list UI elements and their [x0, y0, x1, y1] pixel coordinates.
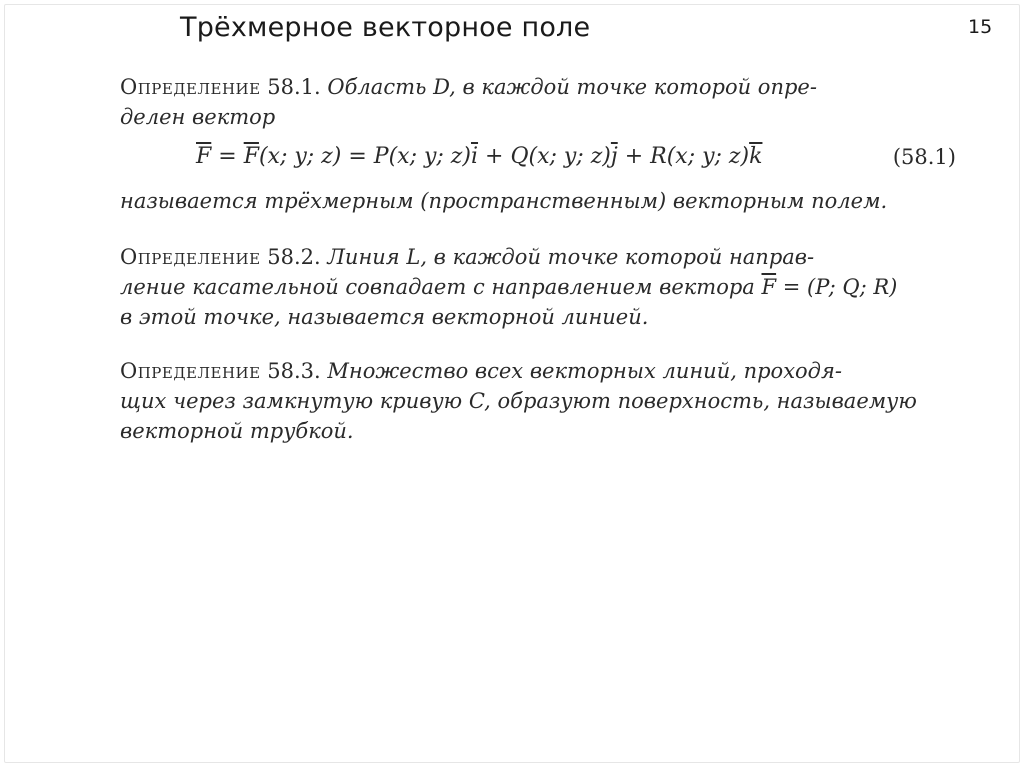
- definition-58-3: [120, 356, 960, 446]
- slide-number: 15: [968, 16, 993, 38]
- formula-part: =: [211, 144, 244, 169]
- definition-heading: Определение: [120, 359, 261, 383]
- equation-number: (58.1): [892, 145, 956, 169]
- definition-number: 58.1.: [267, 75, 321, 99]
- definition-text: Множество всех векторных линий, проходя-: [327, 359, 842, 383]
- slide-title: Трёхмерное векторное поле: [180, 12, 591, 43]
- definition-heading: Определение: [120, 75, 261, 99]
- definition-58-1-line-1: [120, 72, 960, 102]
- definition-text: Линия L, в каждой точке которой направ-: [327, 245, 815, 269]
- definition-58-1-line-2: делен вектор: [120, 105, 276, 129]
- definition-58-2-line-3: в этой точке, называется векторной линией.: [120, 305, 649, 329]
- formula-part: + Q(x; y; z): [478, 144, 611, 169]
- slide-content: [120, 72, 960, 460]
- definition-heading: Определение: [120, 245, 261, 269]
- formula-part: + R(x; y; z): [617, 144, 750, 169]
- definition-58-2: [120, 242, 960, 332]
- vector-F: $\overline{F}$: [243, 144, 259, 169]
- definition-number: 58.2.: [267, 245, 321, 269]
- vector-field-formula: [196, 142, 762, 172]
- definition-58-1: [120, 72, 960, 216]
- definition-text: ление касательной совпадает с направлением вектора: [120, 275, 762, 299]
- vector-F: $\overline{F}$: [196, 144, 212, 169]
- unit-vector-k: $\overline{k}$: [749, 144, 763, 169]
- definition-58-2-line-2: [120, 272, 960, 302]
- formula-row: [120, 136, 960, 180]
- definition-text: = (P; Q; R): [776, 275, 898, 299]
- definition-58-2-line-1: [120, 242, 960, 272]
- formula-part: (x; y; z) = P(x; y; z): [258, 144, 471, 169]
- definition-58-3-line-2: щих через замкнутую кривую C, образуют поверхность, называемую: [120, 389, 917, 413]
- definition-58-1-conclusion: называется трёхмерным (пространственным) векторным полем.: [120, 189, 888, 213]
- definition-text: Область D, в каждой точке которой опре-: [327, 75, 817, 99]
- unit-vector-i: $\overline{i}$: [470, 144, 479, 169]
- vector-F: $\overline{F}$: [761, 275, 777, 299]
- definition-58-3-line-3: векторной трубкой.: [120, 419, 354, 443]
- unit-vector-j: $\overline{j}$: [610, 144, 618, 169]
- definition-58-3-line-1: [120, 356, 960, 386]
- definition-number: 58.3.: [267, 359, 321, 383]
